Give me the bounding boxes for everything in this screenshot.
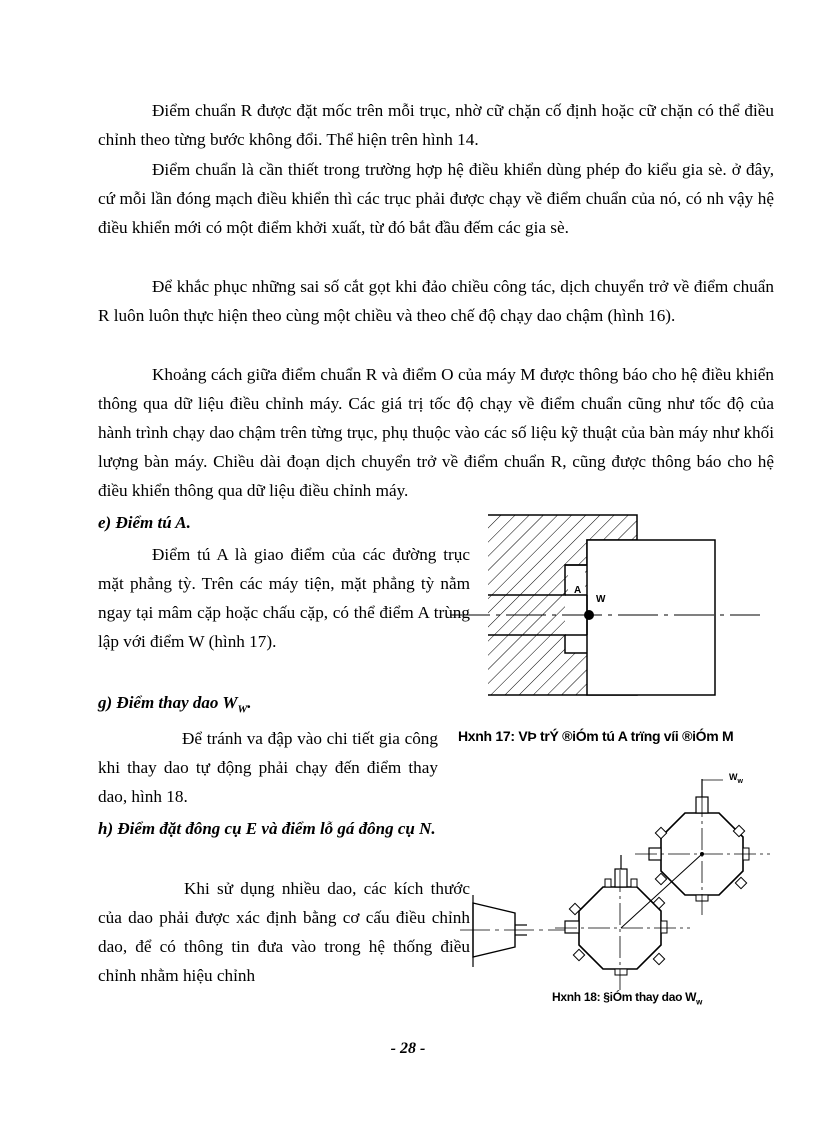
section-g-heading-text: g) Điểm thay dao W	[98, 693, 238, 712]
paragraph-reference-point-need: Điểm chuẩn là cần thiết trong trường hợp hệ điều khiển dùng phép đo kiểu gia sè. ở đây, cứ mỗi lần đóng mạch điều khiển thì các trục phải được chạy về điểm chuẩn của nó, có nh vậy hệ điều khiển mới có một điểm khởi xuất, từ đó bắt đầu đếm các gia sè.	[98, 160, 774, 237]
turret-upper	[635, 779, 770, 915]
figure-17-label-w: W	[596, 594, 606, 605]
figure-18-drawing	[455, 775, 785, 995]
figure-18-caption	[552, 990, 702, 1006]
paragraph-error-compensation: Để khắc phục những sai số cắt gọt khi đảo chiều công tác, dịch chuyển trở về điểm chuẩn R luôn luôn thực hiện theo cùng một chiều và theo chế độ chạy dao chậm (hình 16).	[98, 277, 774, 325]
section-h-text: Khi sử dụng nhiều dao, các kích thước của dao phải được xác định bằng cơ cấu điều chỉnh dao, để có thông tin đưa vào trong hệ thống điều chỉnh nhằm hiệu chỉnh	[98, 879, 470, 985]
page-number: - 28 -	[390, 1040, 426, 1057]
figure-17-drawing	[440, 505, 780, 725]
figure-18-label-w-sub: w	[737, 777, 743, 785]
section-h-heading: h) Điểm đặt đông cụ E và điểm lỗ gá đông cụ N.	[98, 819, 436, 838]
figure-18-label-w	[729, 772, 743, 785]
figure-17-label-a: A	[574, 585, 582, 596]
section-g-heading-period: .	[247, 693, 252, 712]
point-w-marker	[584, 610, 594, 620]
figure-18-label-w-main: W	[729, 772, 738, 782]
paragraph-reference-point-r: Điểm chuẩn R được đặt mốc trên mỗi trục, nhờ cữ chặn cố định hoặc cữ chặn có thể điều chỉnh theo từng bước không đổi. Thể hiện trên hình 14.	[98, 101, 774, 149]
section-e-text: Điểm tú A là giao điểm của các đường trục mặt phẳng tỳ. Trên các máy tiện, mặt phẳng tỳ nằm ngay tại mâm cặp hoặc chấu cặp, có thể điểm A trùng lập với điểm W (hình 17).	[98, 545, 470, 651]
section-g-heading-subscript: W	[237, 703, 248, 716]
section-g-text: Để tránh va đập vào chi tiết gia công khi thay dao tự động phải chạy đến điểm thay dao, hình 18.	[98, 729, 438, 806]
section-e-heading: e) Điểm tú A.	[98, 513, 191, 532]
figure-18-caption-sub: w	[696, 997, 703, 1007]
figure-17-caption: Hxnh 17: VÞ trÝ ®iÓm tú A trïng víi ®iÓm M	[458, 728, 734, 744]
paragraph-distance-r-m: Khoảng cách giữa điểm chuẩn R và điểm O của máy M được thông báo cho hệ điều khiển thông qua dữ liệu điều chỉnh máy. Các giá trị tốc độ chạy về điểm chuẩn cũng như tốc độ của hành trình chạy dao chậm trên từng trục, phụ thuộc vào các số liệu kỹ thuật của bàn máy như khối lượng bàn máy. Chiều dài đoạn dịch chuyển trở về điểm chuẩn R, cũng được thông báo cho hệ điều khiển thông qua dữ liệu điều chỉnh máy.	[98, 365, 774, 500]
figure-18-caption-text: Hxnh 18: §iÓm thay dao W	[552, 990, 697, 1004]
section-g-heading	[98, 689, 252, 723]
